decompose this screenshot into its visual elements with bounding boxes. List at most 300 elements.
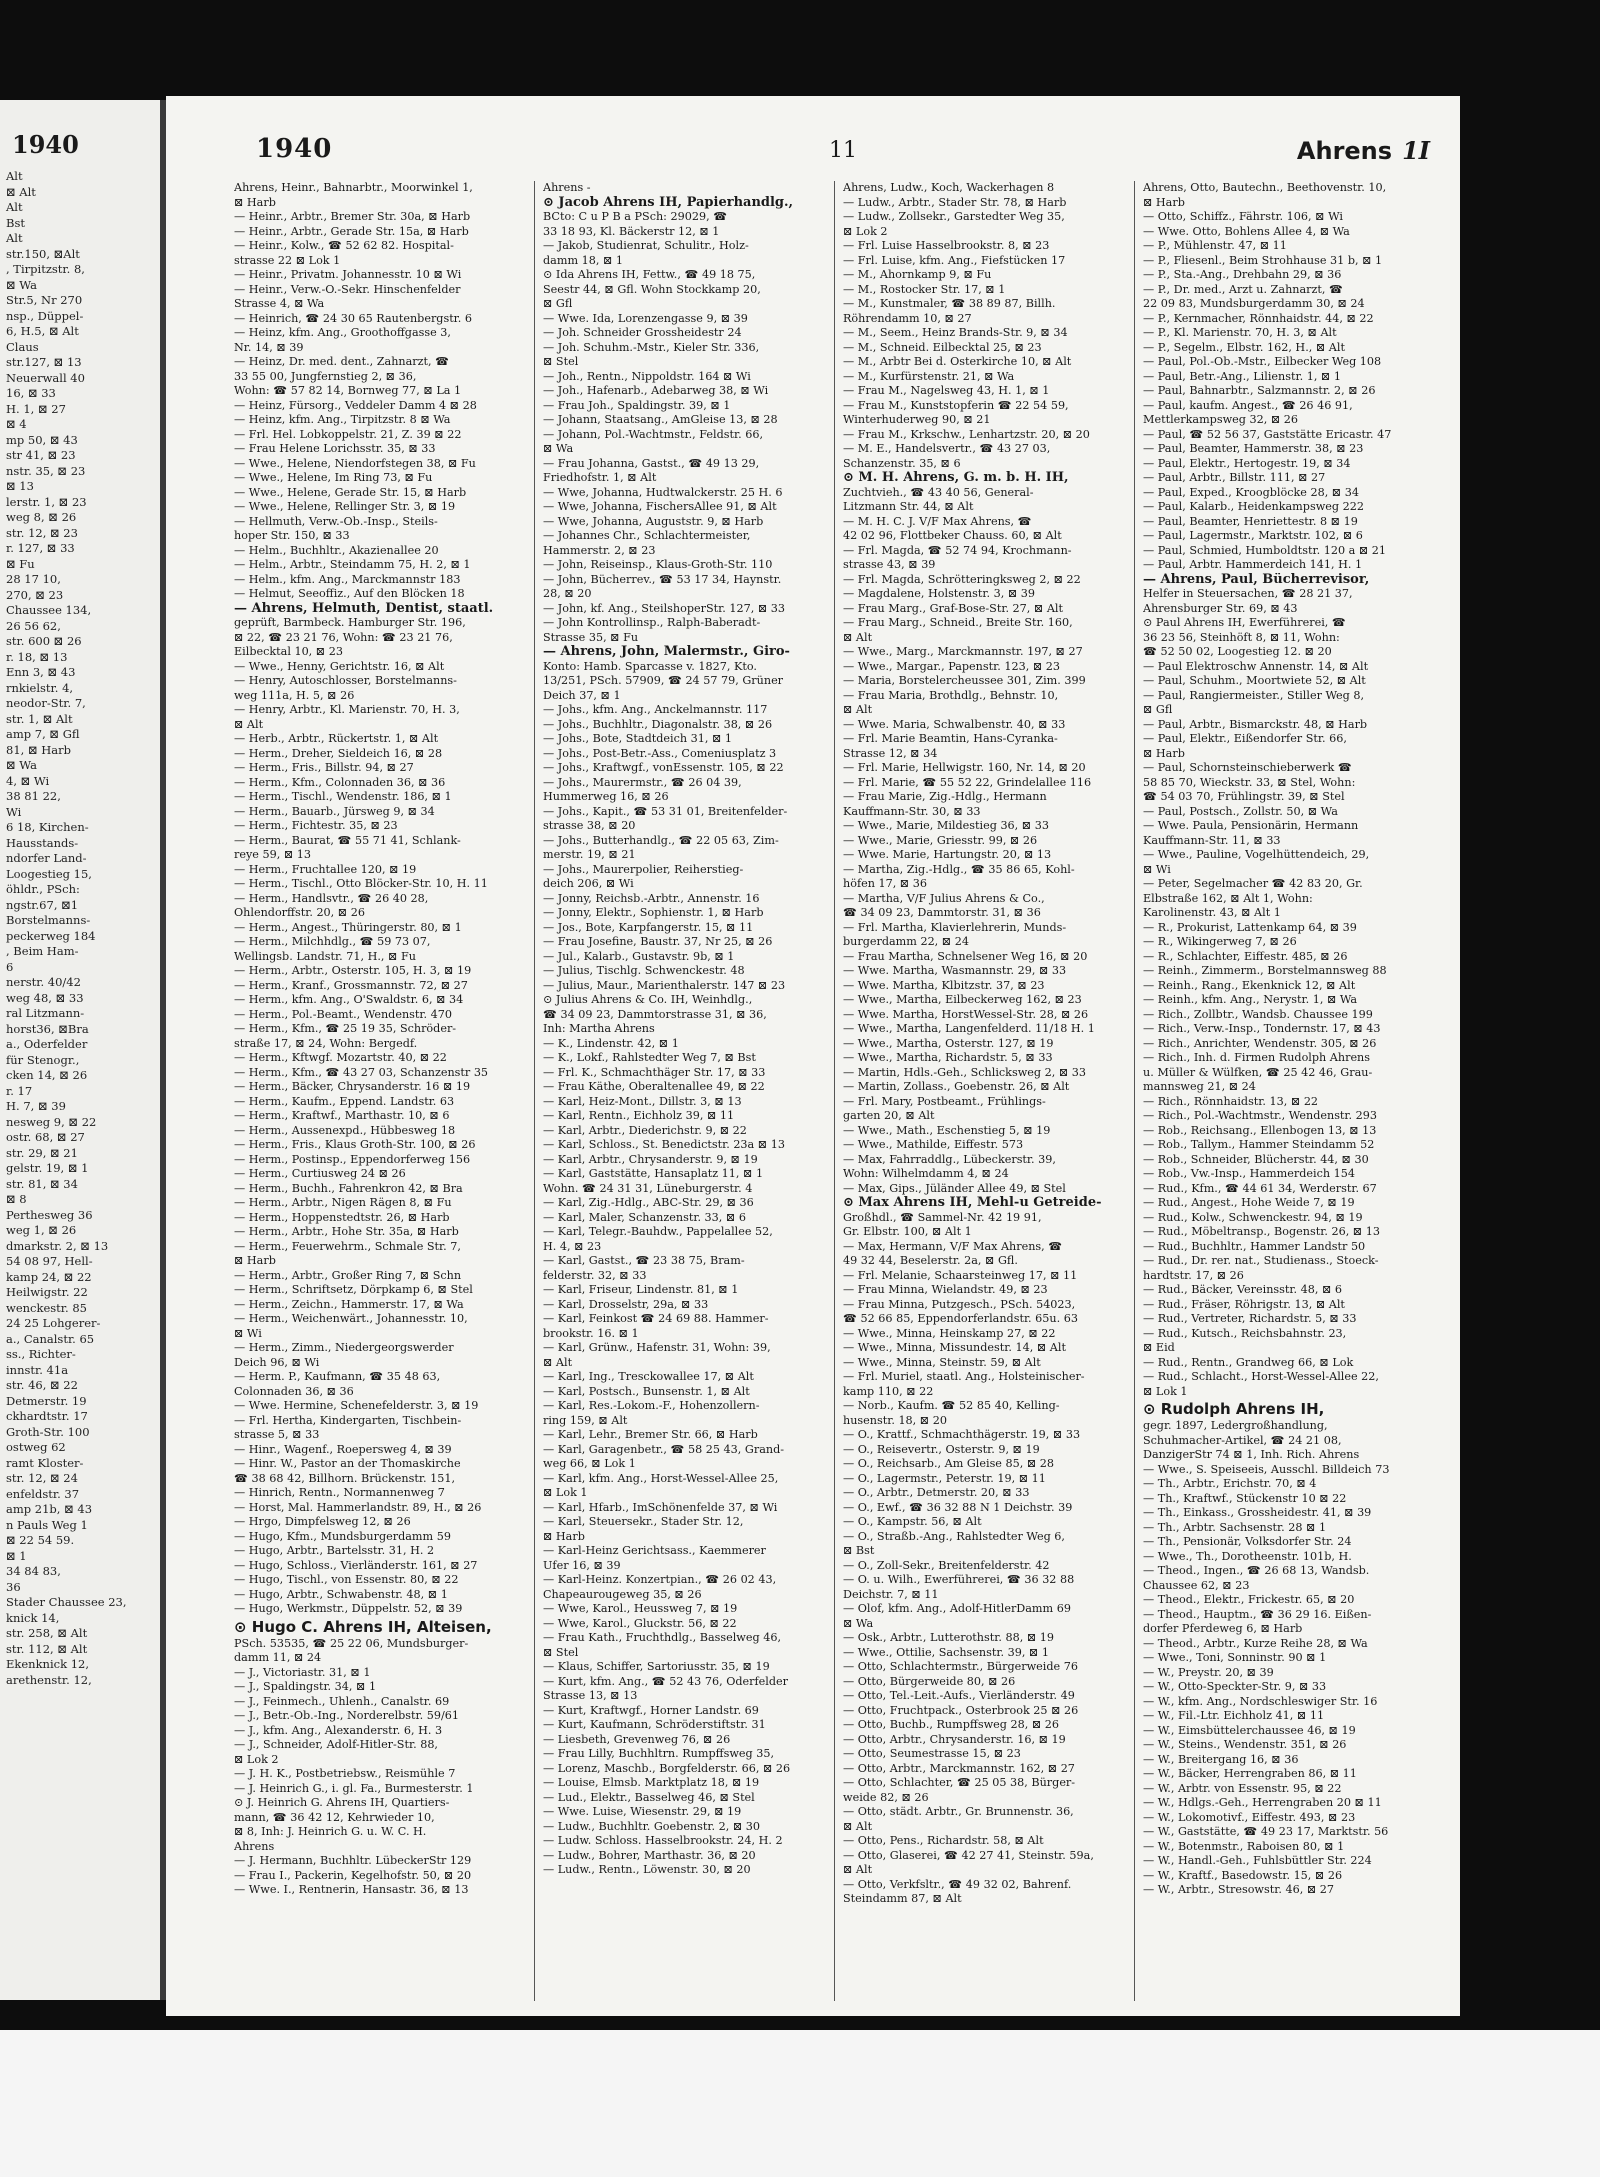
directory-entry-line: — K., Lokf., Rahlstedter Weg 7, ⊠ Bst	[543, 1051, 756, 1064]
directory-entry-line: — Herm., Hoppenstedtstr. 26, ⊠ Harb	[234, 1210, 450, 1224]
directory-entry-line: — W., Lokomotivf., Eiffestr. 493, ⊠ 23	[1143, 1810, 1356, 1824]
directory-entry-line: — John, Bücherrev., ☎ 53 17 34, Haynstr.	[543, 572, 782, 586]
directory-entry-line: ⊠ Stel	[543, 1645, 579, 1659]
previous-page-line: str. 1, ⊠ Alt	[6, 711, 73, 726]
directory-entry-line: — W., Handl.-Geh., Fuhlsbüttler Str. 224	[1143, 1854, 1372, 1867]
directory-entry-line: ⊠ Alt	[234, 717, 264, 731]
directory-entry-line: — Paul, Beamter, Hammerstr. 38, ⊠ 23	[1143, 442, 1364, 455]
directory-entry-line: — W., Bäcker, Herrengraben 86, ⊠ 11	[1143, 1767, 1357, 1780]
directory-entry-line: — Frl. Magda, Schrötteringksweg 2, ⊠ 22	[843, 572, 1081, 586]
directory-entry-line: — Frl. Marie, Hellwigstr. 160, Nr. 14, ⊠ 20	[843, 761, 1086, 774]
previous-page-line: a., Canalstr. 65	[6, 1331, 95, 1346]
directory-entry-line: ⊠ Bst	[843, 1544, 875, 1557]
directory-entry-line: — Herm., Arbtr., Nigen Rägen 8, ⊠ Fu	[234, 1196, 452, 1209]
directory-entry-line: — P., Mühlenstr. 47, ⊠ 11	[1143, 239, 1287, 252]
previous-page-line: 28 17 10,	[6, 572, 61, 586]
directory-entry-line: — Herm., Milchhdlg., ☎ 59 73 07,	[234, 935, 431, 948]
previous-page-line: str. 600 ⊠ 26	[6, 634, 82, 648]
header-year: 1940	[256, 134, 333, 164]
directory-entry-line: ⊠ Alt	[843, 1863, 873, 1876]
previous-page-line: nsp., Düppel-	[6, 308, 84, 323]
directory-entry-line: — Karl, Telegr.-Bauhdw., Pappelallee 52,	[543, 1225, 773, 1238]
directory-entry-line: — W., kfm. Ang., Nordschleswiger Str. 16	[1143, 1694, 1378, 1708]
directory-entry-line: Litzmann Str. 44, ⊠ Alt	[843, 500, 974, 513]
previous-page-line: ⊠ 4	[6, 417, 27, 431]
previous-page-line: 54 08 97, Hell-	[6, 1254, 93, 1268]
directory-entry-line: — Frau M., Nagelsweg 43, H. 1, ⊠ 1	[843, 384, 1050, 397]
directory-entry-line: — Rud., Fräser, Röhrigstr. 13, ⊠ Alt	[1143, 1297, 1345, 1311]
directory-entry-line: — Joh. Schuhm.-Mstr., Kieler Str. 336,	[543, 340, 760, 354]
directory-entry-line: — W., Gaststätte, ☎ 49 23 17, Marktstr. 56	[1143, 1825, 1389, 1838]
directory-entry-line: — Rob., Schneider, Blücherstr. 44, ⊠ 30	[1143, 1152, 1369, 1166]
previous-page-line: ⊠ Fu	[6, 556, 35, 571]
directory-entry-line: — Frau Marie, Zig.-Hdlg., Hermann	[843, 790, 1047, 803]
previous-page-line: Heilwigstr. 22	[6, 1285, 88, 1299]
directory-entry-line: — Martha, Zig.-Hdlg., ☎ 35 86 65, Kohl-	[843, 862, 1075, 876]
directory-page	[166, 96, 1460, 2016]
directory-entry-line: — Herm., Arbtr., Hohe Str. 35a, ⊠ Harb	[234, 1225, 459, 1238]
directory-entry-line: — W., Botenmstr., Raboisen 80, ⊠ 1	[1143, 1839, 1345, 1853]
previous-page-line: 270, ⊠ 23	[6, 587, 64, 602]
previous-page-line: ⊠ Wa	[6, 758, 37, 772]
directory-entry-line: — Wwe. Martha, Klbitzstr. 37, ⊠ 23	[843, 978, 1045, 992]
directory-entry-line: — Th., Arbtr., Erichstr. 70, ⊠ 4	[1143, 1477, 1317, 1490]
previous-page-line: 81, ⊠ Harb	[6, 742, 71, 757]
directory-entry-line: — Rud., Buchhltr., Hammer Landstr 50	[1143, 1239, 1366, 1253]
directory-entry-line: — O., Straßb.-Ang., Rahlstedter Weg 6,	[843, 1529, 1065, 1543]
directory-entry-line: — Helm., Arbtr., Steindamm 75, H. 2, ⊠ 1	[234, 558, 471, 571]
directory-entry-line: — J., Spaldingstr. 34, ⊠ 1	[234, 1680, 377, 1693]
previous-page-line: n Pauls Weg 1	[6, 1517, 88, 1532]
directory-entry-line: ☎ 52 66 85, Eppendorferlandstr. 65u. 63	[843, 1312, 1078, 1325]
directory-entry-line: — Frl. K., Schmachthäger Str. 17, ⊠ 33	[543, 1065, 766, 1079]
column-2	[534, 181, 834, 2001]
directory-entry-line: — Otto, Arbtr., Chrysanderstr. 16, ⊠ 19	[843, 1732, 1066, 1746]
directory-entry-line: — Joh. Schneider Grossheidestr 24	[543, 326, 742, 339]
directory-entry-line: Chaussee 62, ⊠ 23	[1143, 1578, 1250, 1592]
directory-entry-line: — Herm., Kraftwf., Marthastr. 10, ⊠ 6	[234, 1109, 450, 1122]
directory-entry-line: — Karl, Garagenbetr., ☎ 58 25 43, Grand-	[543, 1442, 785, 1456]
directory-entry-line: — Paul, Rangiermeister., Stiller Weg 8,	[1143, 688, 1365, 702]
directory-entry-line: — Paul, Elektr., Eißendorfer Str. 66,	[1143, 732, 1347, 745]
directory-entry-line: weg 111a, H. 5, ⊠ 26	[234, 688, 355, 702]
directory-entry-line: — Herm., Zimm., Niedergeorgswerder	[234, 1341, 454, 1354]
directory-entry-line: — Paul, Schmied, Humboldtstr. 120 a ⊠ 21	[1143, 543, 1387, 557]
directory-entry-line: — Ludw. Schloss. Hasselbrookstr. 24, H. 2	[543, 1834, 783, 1847]
previous-page-line: arethenstr. 12,	[6, 1672, 92, 1687]
directory-entry-line: — Johs., Buchhltr., Diagonalstr. 38, ⊠ 26	[543, 717, 773, 731]
directory-entry-line: — Herm., Postinsp., Eppendorferweg 156	[234, 1152, 471, 1166]
directory-entry-line: — Peter, Segelmacher ☎ 42 83 20, Gr.	[1143, 877, 1363, 890]
directory-entry-line: — W., Hdlgs.-Geh., Herrengraben 20 ⊠ 11	[1143, 1796, 1382, 1809]
previous-page-line: Alt	[6, 200, 23, 214]
directory-entry-line: — Otto, Schlachter, ☎ 25 05 38, Bürger-	[843, 1776, 1076, 1789]
previous-page-line: lerstr. 1, ⊠ 23	[6, 494, 87, 509]
directory-entry-line: — Rud., Schlacht., Horst-Wessel-Allee 22,	[1143, 1370, 1379, 1383]
directory-entry-line: — Wwe, Johanna, Hudtwalckerstr. 25 H. 6	[543, 485, 783, 499]
previous-page-line: weg 1, ⊠ 26	[6, 1223, 77, 1237]
previous-page-line: ostweg 62	[6, 1440, 66, 1454]
directory-entry-line: — Wwe. Ida, Lorenzengasse 9, ⊠ 39	[543, 311, 748, 325]
directory-entry-line: — Wwe, Karol., Heussweg 7, ⊠ 19	[543, 1602, 738, 1615]
directory-entry-line: — Paul, ☎ 52 56 37, Gaststätte Ericastr. 47	[1143, 427, 1392, 441]
previous-page-line: 16, ⊠ 33	[6, 386, 56, 400]
directory-entry-line: — W., Otto-Speckter-Str. 9, ⊠ 33	[1143, 1680, 1327, 1693]
previous-page-line: r. 127, ⊠ 33	[6, 541, 75, 555]
directory-entry-line: — Ahrens, Helmuth, Dentist, staatl.	[234, 601, 494, 616]
column-4	[1134, 181, 1434, 2001]
directory-entry-line: — Herm., Kfm., ☎ 25 19 35, Schröder-	[234, 1022, 457, 1035]
directory-entry-line: — Heinr., Privatm. Johannesstr. 10 ⊠ Wi	[234, 268, 462, 281]
previous-page-line: nesweg 9, ⊠ 22	[6, 1114, 97, 1129]
directory-entry-line: — Karl, Arbtr., Diederichstr. 9, ⊠ 22	[543, 1123, 747, 1137]
directory-entry-line: — Frau Joh., Spaldingstr. 39, ⊠ 1	[543, 398, 731, 412]
directory-entry-line: ☎ 54 03 70, Frühlingstr. 39, ⊠ Stel	[1143, 790, 1345, 803]
directory-entry-line: — Rud., Kolw., Schwenckestr. 94, ⊠ 19	[1143, 1210, 1363, 1224]
directory-entry-line: — Paul, Betr.-Ang., Lilienstr. 1, ⊠ 1	[1143, 369, 1341, 383]
directory-entry-line: — Paul, Kalarb., Heidenkampsweg 222	[1143, 500, 1364, 513]
directory-entry-line: Steindamm 87, ⊠ Alt	[843, 1892, 962, 1905]
directory-entry-line: Zuchtvieh., ☎ 43 40 56, General-	[843, 485, 1034, 499]
directory-entry-line: — Kurt, Kraftwgf., Horner Landstr. 69	[543, 1703, 759, 1717]
previous-page-line: str. 12, ⊠ 24	[6, 1471, 78, 1485]
previous-page-line: str.150, ⊠Alt	[6, 246, 80, 261]
directory-entry-line: — Joh., Hafenarb., Adebarweg 38, ⊠ Wi	[543, 384, 769, 397]
directory-entry-line: deich 206, ⊠ Wi	[543, 877, 634, 890]
directory-entry-line: Kauffmann-Str. 30, ⊠ 33	[843, 804, 981, 818]
directory-entry-line: — Ludw., Rentn., Löwenstr. 30, ⊠ 20	[543, 1863, 751, 1876]
directory-entry-line: — Hugo, Arbtr., Bartelsstr. 31, H. 2	[234, 1544, 435, 1557]
directory-entry-line: — Karl, Heiz-Mont., Dillstr. 3, ⊠ 13	[543, 1094, 742, 1108]
directory-entry-line: — Wwe, Karol., Gluckstr. 56, ⊠ 22	[543, 1616, 737, 1630]
directory-entry-line: — Karl, Lehr., Bremer Str. 66, ⊠ Harb	[543, 1428, 758, 1441]
directory-entry-line: — Ludw., Arbtr., Stader Str. 78, ⊠ Harb	[843, 195, 1067, 209]
directory-entry-line: — W., Preystr. 20, ⊠ 39	[1143, 1665, 1274, 1679]
directory-entry-line: — Hugo, Arbtr., Schwabenstr. 48, ⊠ 1	[234, 1587, 448, 1601]
directory-entry-line: Mettlerkampsweg 32, ⊠ 26	[1143, 413, 1299, 426]
directory-entry-line: — Wwe., Minna, Missundestr. 14, ⊠ Alt	[843, 1341, 1066, 1354]
running-head	[1297, 136, 1430, 165]
previous-page-line: nstr. 35, ⊠ 23	[6, 463, 86, 478]
directory-entry-line: — W., Fil.-Ltr. Eichholz 41, ⊠ 11	[1143, 1709, 1325, 1722]
directory-entry-line: — Frau Martha, Schnelsener Weg 16, ⊠ 20	[843, 949, 1088, 963]
directory-entry-line: Colonnaden 36, ⊠ 36	[234, 1384, 354, 1398]
directory-entry-line: — Karl, Arbtr., Chrysanderstr. 9, ⊠ 19	[543, 1152, 758, 1166]
previous-page-line: , Beim Ham-	[6, 944, 79, 958]
directory-entry-line: — Reinh., Rang., Ekenknick 12, ⊠ Alt	[1143, 978, 1356, 992]
directory-entry-line: — Karl, Zig.-Hdlg., ABC-Str. 29, ⊠ 36	[543, 1196, 754, 1209]
previous-page-line: gelstr. 19, ⊠ 1	[6, 1161, 89, 1175]
directory-entry-line: — Liesbeth, Grevenweg 76, ⊠ 26	[543, 1732, 731, 1746]
directory-entry-line: — Wwe., Martha, Eilbeckerweg 162, ⊠ 23	[843, 993, 1082, 1006]
directory-entry-line: — Wwe., Th., Dorotheenstr. 101b, H.	[1143, 1549, 1352, 1563]
directory-entry-line: ⊠ 22, ☎ 23 21 76, Wohn: ☎ 23 21 76,	[234, 630, 453, 644]
directory-entry-line: ⊙ J. Heinrich G. Ahrens IH, Quartiers-	[234, 1796, 450, 1809]
directory-entry-line: Ahrens	[234, 1839, 275, 1853]
directory-entry-line: 33 18 93, Kl. Bäckerstr 12, ⊠ 1	[543, 224, 720, 238]
directory-entry-line: — Kurt, Kaufmann, Schröderstiftstr. 31	[543, 1718, 766, 1731]
directory-entry-line: Wohn. ☎ 24 31 31, Lüneburgerstr. 4	[543, 1181, 753, 1195]
directory-entry-line: — Heinz, Fürsorg., Veddeler Damm 4 ⊠ 28	[234, 398, 477, 412]
directory-entry-line: — John, kf. Ang., SteilshoperStr. 127, ⊠ 33	[543, 601, 786, 615]
directory-entry-line: — O., Lagermstr., Peterstr. 19, ⊠ 11	[843, 1471, 1046, 1485]
directory-entry-line: — Lud., Elektr., Basselweg 46, ⊠ Stel	[543, 1790, 755, 1804]
directory-entry-line: — Herm., Fris., Klaus Groth-Str. 100, ⊠ 26	[234, 1138, 476, 1151]
directory-entry-line: 49 32 44, Beselerstr. 2a, ⊠ Gfl.	[843, 1254, 1018, 1267]
directory-entry-line: — Otto, Pens., Richardstr. 58, ⊠ Alt	[843, 1834, 1044, 1847]
previous-page-line: ⊠ Wa	[6, 277, 37, 292]
directory-entry-line: ⊠ Wa	[543, 442, 574, 455]
directory-entry-line: — Heinz, Dr. med. dent., Zahnarzt, ☎	[234, 355, 450, 368]
directory-entry-line: damm 18, ⊠ 1	[543, 253, 624, 267]
directory-entry-line: — W., Steins., Wendenstr. 351, ⊠ 26	[1143, 1738, 1347, 1751]
directory-entry-line: — Karl, Maler, Schanzenstr. 33, ⊠ 6	[543, 1210, 746, 1224]
directory-entry-line: — K., Lindenstr. 42, ⊠ 1	[543, 1036, 679, 1050]
directory-entry-line: — Kurt, kfm. Ang., ☎ 52 43 76, Oderfelder	[543, 1674, 788, 1688]
directory-entry-line: — Theod., Elektr., Frickestr. 65, ⊠ 20	[1143, 1593, 1355, 1606]
directory-entry-line: — Wwe. I., Rentnerin, Hansastr. 36, ⊠ 13	[234, 1883, 469, 1896]
directory-entry-line: Ahrensburger Str. 69, ⊠ 43	[1143, 601, 1298, 615]
directory-entry-line: Strasse 4, ⊠ Wa	[234, 297, 325, 310]
directory-entry-line: — M., Kunstmaler, ☎ 38 89 87, Billh.	[843, 297, 1056, 310]
directory-entry-line: ⊠ Harb	[1143, 195, 1185, 209]
previous-page-line: 34 84 83,	[6, 1564, 61, 1578]
directory-entry-line: — Louise, Elmsb. Marktplatz 18, ⊠ 19	[543, 1776, 760, 1789]
previous-page-line: ⊠ Alt	[6, 184, 36, 199]
previous-page-line: amp 21b, ⊠ 43	[6, 1502, 93, 1516]
directory-entry-line: — Karl, Ing., Tresckowallee 17, ⊠ Alt	[543, 1370, 754, 1383]
directory-entry-line: — Th., Kraftwf., Stückenstr 10 ⊠ 22	[1143, 1491, 1347, 1505]
directory-entry-line: — Jakob, Studienrat, Schulitr., Holz-	[543, 239, 749, 252]
directory-entry-line: mann, ☎ 36 42 12, Kehrwieder 10,	[234, 1810, 435, 1824]
directory-entry-line: — Th., Arbtr. Sachsenstr. 28 ⊠ 1	[1143, 1520, 1327, 1534]
directory-entry-line: — Heinr., Arbtr., Bremer Str. 30a, ⊠ Harb	[234, 210, 471, 223]
previous-page-line: knick 14,	[6, 1610, 60, 1625]
directory-entry-line: — Herm., Kranf., Grossmannstr. 72, ⊠ 27	[234, 978, 468, 992]
previous-page-line: ⊠ 1	[6, 1548, 27, 1563]
previous-page-line: mp 50, ⊠ 43	[6, 432, 78, 447]
page-header	[256, 134, 1430, 170]
directory-entry-line: — Karl, Gastst., ☎ 23 38 75, Bram-	[543, 1254, 745, 1267]
directory-entry-line: — Frau Maria, Brothdlg., Behnstr. 10,	[843, 688, 1059, 702]
directory-entry-line: — Th., Einkass., Grossheidestr. 41, ⊠ 39	[1143, 1506, 1372, 1519]
directory-entry-line: — Rob., Reichsang., Ellenbogen 13, ⊠ 13	[1143, 1123, 1377, 1137]
directory-entry-line: — Rich., Anrichter, Wendenstr. 305, ⊠ 26	[1143, 1036, 1377, 1050]
directory-entry-line: Hammerstr. 2, ⊠ 23	[543, 543, 656, 557]
directory-entry-line: — Wwe. Maria, Schwalbenstr. 40, ⊠ 33	[843, 717, 1066, 731]
directory-entry-line: — Julius, Tischlg. Schwenckestr. 48	[543, 964, 745, 977]
directory-entry-line: — Magdalene, Holstenstr. 3, ⊠ 39	[843, 587, 1035, 600]
directory-entry-line: — Rud., Kfm., ☎ 44 61 34, Werderstr. 67	[1143, 1181, 1377, 1195]
directory-entry-line: — Wwe, Johanna, FischersAllee 91, ⊠ Alt	[543, 500, 777, 513]
previous-page-line: ⊠ 13	[6, 479, 34, 493]
page-number: 11	[829, 138, 857, 163]
running-head-name: Ahrens	[1296, 137, 1393, 165]
directory-entry-line: — Paul, Exped., Kroogblöcke 28, ⊠ 34	[1143, 485, 1359, 499]
directory-entry-line: — Max, Hermann, V/F Max Ahrens, ☎	[843, 1239, 1063, 1253]
directory-entry-line: — Paul, kaufm. Angest., ☎ 26 46 91,	[1143, 398, 1353, 412]
previous-page-line: kamp 24, ⊠ 22	[6, 1269, 92, 1284]
previous-page-line: Alt	[6, 231, 23, 245]
directory-entry-line: — Herm., Aussenexpd., Hübbesweg 18	[234, 1123, 456, 1137]
directory-entry-line: — Wwe., Toni, Sonninstr. 90 ⊠ 1	[1143, 1651, 1327, 1664]
directory-entry-line: Wellingsb. Landstr. 71, H., ⊠ Fu	[234, 949, 416, 963]
directory-entry-line: — P., Dr. med., Arzt u. Zahnarzt, ☎	[1143, 282, 1343, 296]
directory-entry-line: — Karl, Gaststätte, Hansaplatz 11, ⊠ 1	[543, 1167, 764, 1180]
directory-entry-line: — Karl, Friseur, Lindenstr. 81, ⊠ 1	[543, 1283, 739, 1296]
directory-entry-line: 36 23 56, Steinhöft 8, ⊠ 11, Wohn:	[1143, 630, 1340, 644]
directory-entry-line: gegr. 1897, Ledergroßhandlung,	[1143, 1419, 1328, 1432]
directory-entry-line: — Wwe., Math., Eschenstieg 5, ⊠ 19	[843, 1123, 1051, 1137]
directory-entry-line: — Frau M., Kunststopferin ☎ 22 54 59,	[843, 398, 1069, 412]
scan-bottom-margin	[0, 2030, 1600, 2177]
directory-entry-line: ⊙ Julius Ahrens & Co. IH, Weinhdlg.,	[543, 993, 753, 1006]
directory-entry-line: — Martin, Hdls.-Geh., Schlicksweg 2, ⊠ 33	[843, 1065, 1087, 1079]
directory-entry-line: — Rich., Rönnhaidstr. 13, ⊠ 22	[1143, 1094, 1319, 1108]
directory-entry-line: — Wwe., Margar., Papenstr. 123, ⊠ 23	[843, 659, 1060, 673]
column-1	[234, 181, 534, 2001]
previous-page-line: str. 29, ⊠ 21	[6, 1145, 78, 1160]
directory-entry-line: ☎ 34 09 23, Dammtorstrasse 31, ⊠ 36,	[543, 1007, 767, 1021]
directory-entry-line: — Henry, Arbtr., Kl. Marienstr. 70, H. 3,	[234, 703, 460, 716]
directory-entry-line: — Martin, Zollass., Goebenstr. 26, ⊠ Alt	[843, 1080, 1070, 1093]
directory-entry-line: — Frau Marg., Graf-Bose-Str. 27, ⊠ Alt	[843, 601, 1063, 615]
directory-entry-line: — Paul, Arbtr. Hammerdeich 141, H. 1	[1143, 558, 1363, 571]
previous-page-line: 36	[6, 1579, 21, 1594]
directory-entry-line: — R., Prokurist, Lattenkamp 64, ⊠ 39	[1143, 920, 1357, 934]
directory-entry-line: — J., Betr.-Ob.-Ing., Norderelbstr. 59/61	[234, 1709, 460, 1722]
previous-page-line: H. 7, ⊠ 39	[6, 1099, 66, 1113]
directory-entry-line: — Otto, Bürgerweide 80, ⊠ 26	[843, 1674, 1016, 1688]
directory-entry-line: — Frau M., Krkschw., Lenhartzstr. 20, ⊠ 20	[843, 427, 1090, 441]
previous-page-line: r. 18, ⊠ 13	[6, 649, 68, 664]
directory-entry-line: ⊙ Rudolph Ahrens IH,	[1143, 1400, 1325, 1418]
previous-page-line: ⊠ 8	[6, 1192, 27, 1206]
directory-entry-line: — Wwe., Helene, Rellinger Str. 3, ⊠ 19	[234, 500, 456, 513]
directory-entry-line: — Frl. Melanie, Schaarsteinweg 17, ⊠ 11	[843, 1268, 1078, 1282]
directory-entry-line: — Rud., Vertreter, Richardstr. 5, ⊠ 33	[1143, 1312, 1357, 1325]
directory-entry-line: — Frl. Mary, Postbeamt., Frühlings-	[843, 1094, 1046, 1108]
directory-entry-line: Deich 37, ⊠ 1	[543, 688, 621, 702]
directory-entry-line: — Johs., Maurerpolier, Reiherstieg-	[543, 862, 744, 876]
directory-entry-line: — Johann, Staatsang., AmGleise 13, ⊠ 28	[543, 413, 778, 426]
previous-page-line: innstr. 41a	[6, 1362, 69, 1377]
directory-entry-line: — Hugo, Schloss., Vierländerstr. 161, ⊠ 27	[234, 1558, 478, 1572]
directory-entry-line: — Herm., Zeichn., Hammerstr. 17, ⊠ Wa	[234, 1297, 464, 1311]
directory-entry-line: ⊙ Ida Ahrens IH, Fettw., ☎ 49 18 75,	[543, 268, 756, 281]
directory-entry-line: ⊠ Lok 2	[843, 224, 888, 238]
directory-entry-line: — Paul, Postsch., Zollstr. 50, ⊠ Wa	[1143, 804, 1338, 818]
directory-entry-line: — Hinr., Wagenf., Roepersweg 4, ⊠ 39	[234, 1442, 452, 1456]
directory-entry-line: kamp 110, ⊠ 22	[843, 1384, 934, 1398]
directory-entry-line: — Rud., Rentn., Grandweg 66, ⊠ Lok	[1143, 1355, 1354, 1369]
directory-entry-line: ⊙ Paul Ahrens IH, Ewerführerei, ☎	[1143, 616, 1346, 629]
directory-entry-line: — Otto, Glaserei, ☎ 42 27 41, Steinstr. 59a,	[843, 1848, 1094, 1862]
directory-entry-line: — Frau Johanna, Gastst., ☎ 49 13 29,	[543, 456, 760, 470]
directory-entry-line: Hummerweg 16, ⊠ 26	[543, 790, 669, 803]
directory-entry-line: — Heinr., Arbtr., Gerade Str. 15a, ⊠ Harb	[234, 224, 469, 238]
directory-entry-line: — Herm., Angest., Thüringerstr. 80, ⊠ 1	[234, 920, 462, 934]
directory-entry-line: — Rud., Möbeltransp., Bogenstr. 26, ⊠ 13	[1143, 1225, 1380, 1238]
directory-entry-line: — Otto, städt. Arbtr., Gr. Brunnenstr. 36,	[843, 1805, 1074, 1818]
directory-entry-line: hardtstr. 17, ⊠ 26	[1143, 1268, 1244, 1282]
previous-page-line: a., Oderfelder	[6, 1037, 88, 1051]
directory-entry-line: ⊠ Harb	[1143, 746, 1185, 760]
directory-entry-line: — J. Heinrich G., i. gl. Fa., Burmesterstr. 1	[234, 1781, 474, 1795]
directory-entry-line: Deich 96, ⊠ Wi	[234, 1355, 320, 1369]
directory-entry-line: — Karl, Res.-Lokom.-F., Hohenzollern-	[543, 1399, 760, 1412]
directory-entry-line: — Frl. Hel. Lobkoppelstr. 21, Z. 39 ⊠ 22	[234, 427, 462, 441]
directory-entry-line: — Heinr., Verw.-O.-Sekr. Hinschenfelder	[234, 282, 461, 296]
directory-entry-line: — Karl, Rentn., Eichholz 39, ⊠ 11	[543, 1109, 735, 1122]
directory-entry-line: ⊠ Alt	[843, 703, 873, 716]
directory-entry-line: Winterhuderweg 90, ⊠ 21	[843, 413, 991, 426]
directory-entry-line: hoper Str. 150, ⊠ 33	[234, 529, 350, 542]
directory-entry-line: ⊠ Harb	[543, 1529, 585, 1543]
directory-entry-line: — Paul, Pol.-Ob.-Mstr., Eilbecker Weg 108	[1143, 355, 1382, 368]
directory-entry-line: — Wwe., Minna, Heinskamp 27, ⊠ 22	[843, 1326, 1056, 1340]
directory-entry-line: — Paul Elektroschw Annenstr. 14, ⊠ Alt	[1143, 659, 1369, 673]
directory-entry-line: — Jul., Kalarb., Gustavstr. 9b, ⊠ 1	[543, 949, 735, 963]
directory-entry-line: — Karl-Heinz. Konzertpian., ☎ 26 02 43,	[543, 1573, 777, 1586]
directory-entry-line: Elbstraße 162, ⊠ Alt 1, Wohn:	[1143, 891, 1313, 905]
directory-entry-line: — Johs., kfm. Ang., Anckelmannstr. 117	[543, 703, 768, 716]
directory-entry-line: ⊠ Eid	[1143, 1341, 1175, 1354]
previous-page-line: ramt Kloster-	[6, 1455, 84, 1470]
directory-entry-line: — Helmut, Seeoffiz., Auf den Blöcken 18	[234, 587, 465, 600]
directory-entry-line: — Frl. Luise, kfm. Ang., Fiefstücken 17	[843, 253, 1066, 267]
directory-entry-line: — Otto, Verkfsltr., ☎ 49 32 02, Bahrenf.	[843, 1877, 1072, 1891]
directory-entry-line: — Henry, Autoschlosser, Borstelmanns-	[234, 674, 457, 687]
directory-entry-line: — Paul, Arbtr., Billstr. 111, ⊠ 27	[1143, 471, 1326, 484]
directory-entry-line: Strasse 12, ⊠ 34	[843, 746, 938, 760]
column-3	[834, 181, 1134, 2001]
directory-entry-line: Strasse 13, ⊠ 13	[543, 1689, 638, 1702]
directory-entry-line: ⊙ M. H. Ahrens, G. m. b. H. IH,	[843, 471, 1069, 485]
directory-entry-line: — Wwe. Martha, HorstWessel-Str. 28, ⊠ 26	[843, 1007, 1089, 1021]
directory-entry-line: — Rich., Inh. d. Firmen Rudolph Ahrens	[1143, 1051, 1371, 1064]
previous-page-line: str 41, ⊠ 23	[6, 448, 76, 462]
previous-page-line: rnkielstr. 4,	[6, 680, 74, 695]
previous-page-line: Detmerstr. 19	[6, 1393, 87, 1408]
directory-entry-line: — Ludw., Buchhltr. Goebenstr. 2, ⊠ 30	[543, 1819, 761, 1833]
directory-entry-line: ⊙ Jacob Ahrens IH, Papierhandlg.,	[543, 195, 794, 210]
previous-page-line: Borstelmanns-	[6, 913, 91, 927]
directory-entry-line: 28, ⊠ 20	[543, 587, 592, 600]
directory-entry-line: — Frau I., Packerin, Kegelhofstr. 50, ⊠ 20	[234, 1868, 472, 1882]
previous-page-line: Bst	[6, 215, 25, 230]
directory-entry-line: — Rich., Pol.-Wachtmstr., Wendenstr. 293	[1143, 1109, 1378, 1122]
previous-page-line: Claus	[6, 339, 39, 354]
directory-entry-line: — Karl, Steuersekr., Stader Str. 12,	[543, 1515, 744, 1528]
directory-entry-line: — P., Kl. Marienstr. 70, H. 3, ⊠ Alt	[1143, 326, 1337, 339]
directory-entry-line: — M., Ahornkamp 9, ⊠ Fu	[843, 268, 992, 281]
directory-entry-line: ⊠ Lok 1	[1143, 1384, 1188, 1398]
previous-page-lines	[0, 159, 160, 1688]
directory-entry-line: — Herm., Fruchtallee 120, ⊠ 19	[234, 862, 417, 876]
directory-entry-line: — Rich., Zollbtr., Wandsb. Chaussee 199	[1143, 1007, 1373, 1021]
directory-entry-line: strasse 5, ⊠ 33	[234, 1428, 320, 1441]
directory-entry-line: Röhrendamm 10, ⊠ 27	[843, 311, 972, 325]
directory-entry-line: 42 02 96, Flottbeker Chauss. 60, ⊠ Alt	[843, 529, 1062, 542]
directory-entry-line: — Frau Käthe, Oberaltenallee 49, ⊠ 22	[543, 1080, 765, 1093]
directory-entry-line: — Frl. Magda, ☎ 52 74 94, Krochmann-	[843, 543, 1072, 557]
directory-entry-line: — Frau Lilly, Buchhltrn. Rumpffsweg 35,	[543, 1747, 775, 1760]
directory-entry-line: — Otto, Seumestrasse 15, ⊠ 23	[843, 1747, 1021, 1760]
directory-entry-line: — Wwe., Martha, Langenfelderd. 11/18 H. 1	[843, 1022, 1095, 1035]
directory-entry-line: — Herm., Handlsvtr., ☎ 26 40 28,	[234, 891, 429, 905]
directory-entry-line: — W., Eimsbüttelerchaussee 46, ⊠ 19	[1143, 1723, 1356, 1737]
